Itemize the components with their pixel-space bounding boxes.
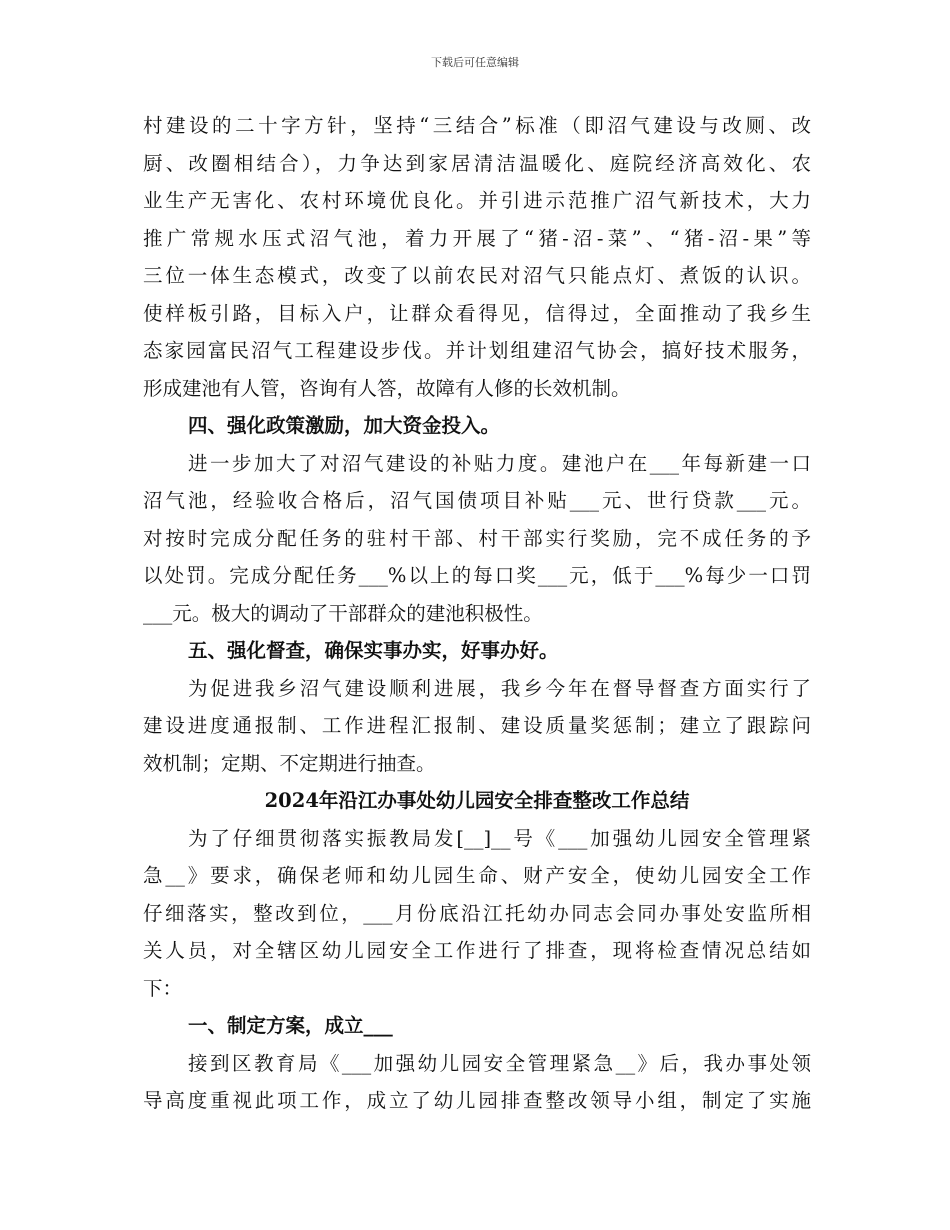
paragraph-line: 对按时完成分配任务的驻村干部、村干部实行奖励，完不成任务的予: [143, 526, 811, 550]
paragraph-line: 村建设的二十字方针，坚持“三结合”标准（即沼气建设与改厕、改: [143, 114, 811, 137]
paragraph-line: 沼气池，经验收合格后，沼气国债项目补贴___元、世行贷款___元。: [143, 489, 811, 512]
paragraph-line: 厨、改圈相结合），力争达到家居清洁温暖化、庭院经济高效化、农: [143, 151, 811, 175]
paragraph-line: 关人员，对全辖区幼儿园安全工作进行了排查，现将检查情况总结如: [143, 939, 811, 962]
paragraph-first-line: 为促进我乡沼气建设顺利进展，我乡今年在督导督查方面实行了: [188, 676, 811, 700]
paragraph-line: 建设进度通报制、工作进程汇报制、建设质量奖惩制；建立了跟踪问: [143, 714, 811, 737]
paragraph-line: 业生产无害化、农村环境优良化。并引进示范推广沼气新技术，大力: [143, 189, 811, 212]
paragraph-line: 导高度重视此项工作，成立了幼儿园排查整改领导小组，制定了实施: [143, 1089, 811, 1112]
paragraph-first-line: 接到区教育局《___加强幼儿园安全管理紧急__》后，我办事处领: [188, 1051, 811, 1075]
paragraph-line: 急__》要求，确保老师和幼儿园生命、财产安全，使幼儿园安全工作: [143, 864, 811, 887]
section-heading: 一、制定方案，成立___: [188, 1014, 393, 1037]
paragraph-last-line: 效机制；定期、不定期进行抽查。: [143, 751, 436, 775]
section-heading: 五、强化督查，确保实事办实，好事办好。: [188, 639, 559, 662]
section-heading: 四、强化政策激励，加大资金投入。: [188, 414, 501, 437]
paragraph-last-line: ___元。极大的调动了干部群众的建池积极性。: [143, 601, 543, 625]
paragraph-last-line: 形成建池有人管，咨询有人答，故障有人修的长效机制。: [143, 376, 631, 400]
paragraph-line: 使样板引路，目标入户，让群众看得见，信得过，全面推动了我乡生: [143, 301, 811, 325]
paragraph-first-line: 为了仔细贯彻落实振教局发[__]__号《___加强幼儿园安全管理紧: [188, 826, 811, 850]
document-body: [143, 107, 811, 1120]
document-title: 2024年沿江办事处幼儿园安全排查整改工作总结: [264, 789, 690, 812]
paragraph-last-line: 下：: [143, 976, 183, 1000]
paragraph-line: 态家园富民沼气工程建设步伐。并计划组建沼气协会，搞好技术服务，: [143, 339, 811, 362]
paragraph-line: 推广常规水压式沼气池，着力开展了“猪-沼-菜”、“猪-沼-果”等: [143, 226, 811, 250]
page-header: 下载后可任意编辑: [431, 56, 519, 69]
paragraph-line: 仔细落实，整改到位，___月份底沿江托幼办同志会同办事处安监所相: [143, 901, 811, 925]
paragraph-line: 三位一体生态模式，改变了以前农民对沼气只能点灯、煮饭的认识。: [143, 264, 811, 287]
paragraph-line: 以处罚。完成分配任务___%以上的每口奖___元，低于___%每少一口罚: [143, 564, 811, 587]
paragraph-first-line: 进一步加大了对沼气建设的补贴力度。建池户在___年每新建一口: [188, 451, 811, 475]
